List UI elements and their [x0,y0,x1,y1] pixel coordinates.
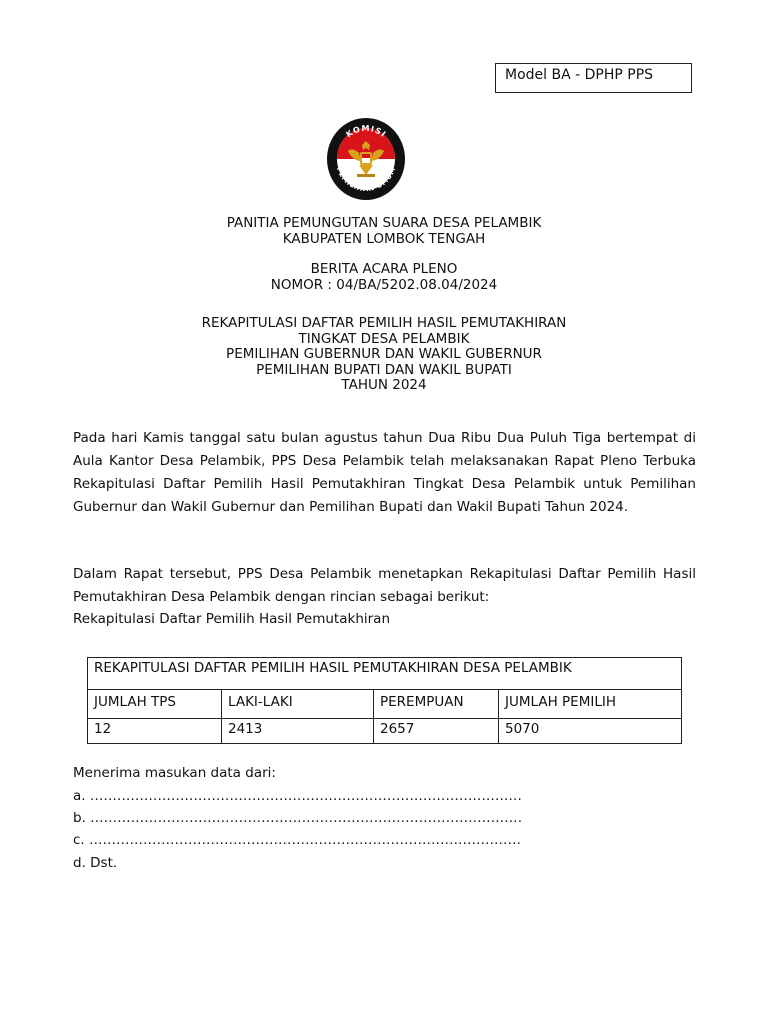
document-title: BERITA ACARA PLENO [310,261,458,277]
logo-top-text: KOMISI [344,123,388,140]
subject-line-2: TINGKAT DESA PELAMBIK [298,330,470,347]
recap-caption: Rekapitulasi Daftar Pemilih Hasil Pemutakhiran [73,611,390,627]
header-jumlah-pemilih: JUMLAH PEMILIH [499,690,682,719]
document-subject [0,316,768,394]
document-heading [0,262,768,293]
input-intro: Menerima masukan data dari: [73,765,276,781]
document-number: NOMOR : 04/BA/5202.08.04/2024 [270,276,498,293]
regency-name: KABUPATEN LOMBOK TENGAH [282,230,486,247]
organization-header [0,216,768,247]
table-row [88,719,682,744]
subject-line-1: REKAPITULASI DAFTAR PEMILIH HASIL PEMUTAKHIRAN [201,315,567,331]
subject-line-3: PEMILIHAN GUBERNUR DAN WAKIL GUBERNUR [226,346,542,362]
organization-name: PANITIA PEMUNGUTAN SUARA DESA PELAMBIK [226,215,542,231]
value-laki-laki: 2413 [222,719,374,744]
header-perempuan: PEREMPUAN [374,690,499,719]
opening-paragraph: Pada hari Kamis tanggal satu bulan agustus tahun Dua Ribu Dua Puluh Tiga bertempat di Aula Kantor Desa Pelambik, PPS Desa Pelambik telah melaksanakan Rapat Pleno Terbuka Rekapitulasi Daftar Pemilih Hasil Pemutakhiran Tingkat Desa Pelambik untuk Pemilihan Gubernur dan Wakil Gubernur dan Pemilihan Bupati dan Wakil Bupati Tahun 2024. [73,430,696,515]
table-header-row [88,690,682,719]
decision-paragraph: Dalam Rapat tersebut, PPS Desa Pelambik menetapkan Rekapitulasi Daftar Pemilih Hasil Pemutakhiran Desa Pelambik dengan rincian sebagai berikut: [73,566,696,605]
kpu-logo [326,117,406,201]
logo-bottom-text: PEMILIHAN UMUM [334,165,398,194]
model-label: Model BA - DPHP PPS [505,67,654,83]
header-laki-laki: LAKI-LAKI [222,690,374,719]
list-item: a. …………………………………………………………………………………… [73,788,522,804]
subject-line-5: TAHUN 2024 [341,377,427,393]
header-jumlah-tps: JUMLAH TPS [88,690,222,719]
recap-table [87,657,682,744]
value-jumlah-pemilih: 5070 [499,719,682,744]
list-item: c. …………………………………………………………………………………… [73,832,522,848]
model-label-box [495,63,692,93]
list-item: d. Dst. [73,855,118,871]
value-jumlah-tps: 12 [88,719,222,744]
list-item: b. …………………………………………………………………………………… [73,810,523,826]
value-perempuan: 2657 [374,719,499,744]
table-title: REKAPITULASI DAFTAR PEMILIH HASIL PEMUTAKHIRAN DESA PELAMBIK [88,658,682,690]
table-title-row [88,658,682,690]
subject-line-4: PEMILIHAN BUPATI DAN WAKIL BUPATI [256,361,512,378]
